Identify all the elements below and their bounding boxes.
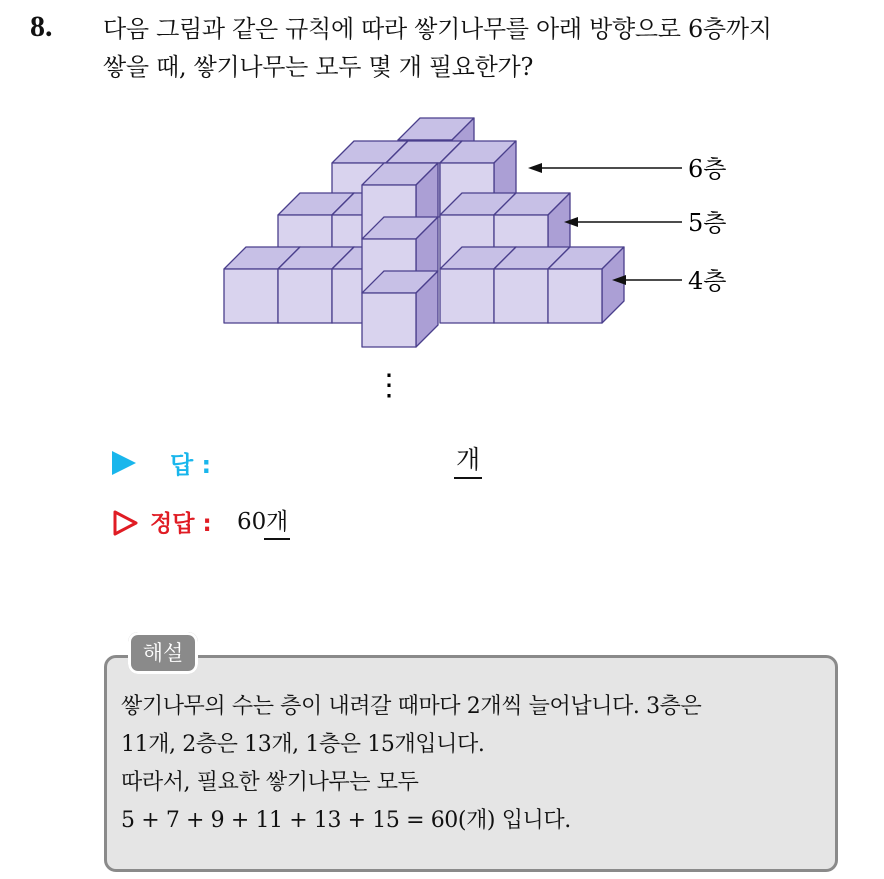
explanation-text [121, 688, 836, 840]
explanation-line: 5 + 7 + 9 + 11 + 13 + 15 = 60(개) 입니다. [121, 808, 571, 833]
layer-label-4: 4층 [688, 267, 727, 295]
question-line: 쌓을 때, 쌓기나무는 모두 몇 개 필요한가? [103, 53, 534, 81]
cube-group [224, 118, 624, 347]
cube-front-face [278, 269, 332, 323]
answer-input[interactable]: 개 [454, 445, 482, 479]
answer-label: 답 : [170, 451, 212, 479]
cube-front-face [548, 269, 602, 323]
play-icon [112, 451, 136, 475]
cube-front-face [440, 269, 494, 323]
continuation-dots: ⋮ [374, 368, 404, 403]
answer-row [112, 445, 612, 485]
cube-front-face [224, 269, 278, 323]
layer-label-6: 6층 [688, 155, 727, 183]
correct-answer-unit: 개 [264, 507, 290, 540]
explanation-tab: 해설 [128, 632, 198, 674]
stacked-cubes-figure [210, 110, 770, 410]
question-text [103, 10, 873, 86]
explanation-line: 11개, 2층은 13개, 1층은 15개입니다. [121, 732, 485, 757]
question-line: 다음 그림과 같은 규칙에 따라 쌓기나무를 아래 방향으로 6층까지 [103, 15, 772, 43]
correct-answer-label: 정답 : [150, 511, 212, 537]
explanation-line: 쌓기나무의 수는 층이 내려갈 때마다 2개씩 늘어납니다. 3층은 [121, 694, 702, 719]
cube-front-face [362, 293, 416, 347]
correct-answer-row [112, 505, 612, 545]
explanation-line: 따라서, 필요한 쌓기나무는 모두 [121, 770, 419, 795]
arrow-head-6 [528, 163, 542, 173]
cube-front-face [494, 269, 548, 323]
correct-answer-value: 60 [237, 509, 267, 535]
layer-label-5: 5층 [688, 209, 727, 237]
question-number: 8. [30, 10, 53, 43]
outline-play-icon [112, 509, 140, 537]
